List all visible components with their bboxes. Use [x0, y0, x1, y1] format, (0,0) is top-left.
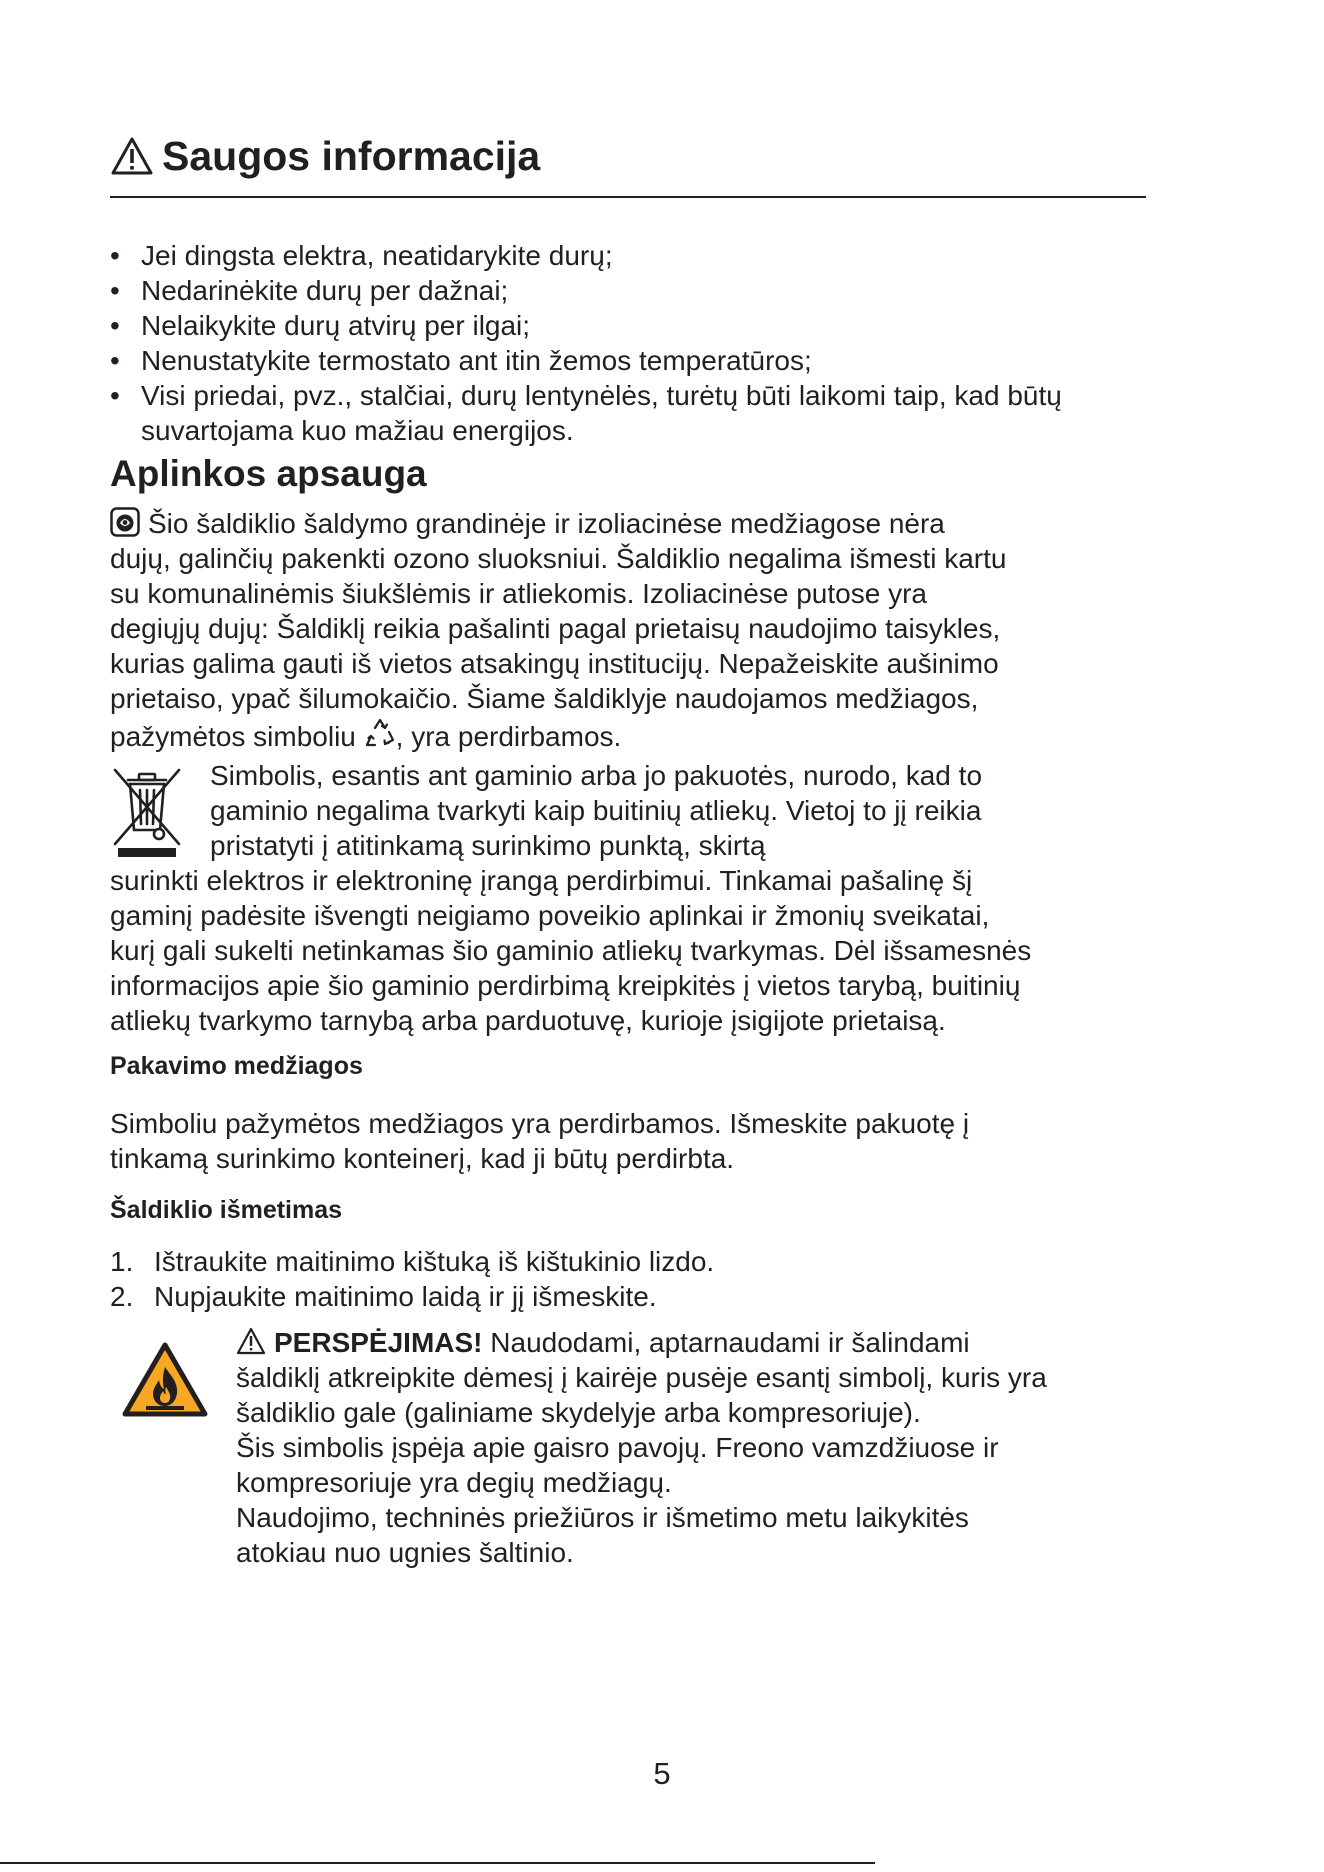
text-line: šaldiklio gale (galiniame skydelyje arba kompresoriuje).: [236, 1397, 921, 1428]
weee-paragraph: [110, 863, 1170, 1038]
list-item: • Nelaikykite durų atvirų per ilgai;: [110, 308, 1170, 343]
text-line-content: , yra perdirbamos.: [395, 721, 622, 752]
recycle-icon: [364, 716, 396, 750]
text-line: dujų, galinčių pakenkti ozono sluoksniui. Šaldiklio negalima išmesti kartu: [110, 543, 1007, 574]
safety-bullet-list: [110, 238, 1170, 448]
warning-block: [236, 1325, 1176, 1570]
text-line: Simboliu pažymėtos medžiagos yra perdirbamos. Išmeskite pakuotę į: [110, 1108, 970, 1139]
flammable-warning-icon: [122, 1342, 208, 1418]
crossed-out-bin-icon: [112, 766, 182, 858]
ozone-free-icon: [110, 507, 140, 537]
text-line: Simbolis, esantis ant gaminio arba jo pakuotės, nurodo, kad to: [210, 760, 983, 791]
section-header: [110, 132, 540, 180]
packaging-paragraph: [110, 1106, 1160, 1176]
text-line: Šis simbolis įspėja apie gaisro pavojų. Freono vamzdžiuose ir: [236, 1432, 999, 1463]
text-line: kurį gali sukelti netinkamas šio gaminio atliekų tvarkymas. Dėl išsamesnės: [110, 935, 1032, 966]
page-title: Saugos informacija: [162, 133, 541, 179]
text-line: surinkti elektros ir elektroninę įrangą perdirbimui. Tinkamai pašalinę šį: [110, 865, 973, 896]
text-line: prietaiso, ypač šilumokaičio. Šiame šaldiklyje naudojamos medžiagos,: [110, 683, 979, 714]
environment-paragraph: [110, 506, 1160, 754]
list-item: [110, 1279, 714, 1314]
step-number: 2.: [110, 1281, 134, 1312]
weee-side-text: [210, 758, 1160, 863]
step-text: Ištraukite maitinimo kištuką iš kištukinio lizdo.: [154, 1246, 715, 1277]
warning-triangle-icon: [236, 1327, 266, 1355]
page-number: 5: [653, 1756, 671, 1791]
text-line: [110, 506, 1160, 541]
text-line: kurias galima gauti iš vietos atsakingų institucijų. Nepažeiskite aušinimo: [110, 648, 999, 679]
text-line: su komunalinėmis šiukšlėmis ir atliekomis. Izoliacinėse putose yra: [110, 578, 927, 609]
text-line: degiųjų dujų: Šaldiklį reikia pašalinti pagal prietaisų naudojimo taisykles,: [110, 613, 1001, 644]
text-line: gaminį padėsite išvengti neigiamo poveikio aplinkai ir žmonių sveikatai,: [110, 900, 990, 931]
list-item: [110, 1244, 714, 1279]
disposal-heading: Šaldiklio išmetimas: [110, 1196, 343, 1224]
title-divider: [110, 196, 1146, 198]
text-line: gaminio negalima tvarkyti kaip buitinių atliekų. Vietoj to jį reikia: [210, 795, 982, 826]
text-line: informacijos apie šio gaminio perdirbimą kreipkitės į vietos tarybą, buitinių: [110, 970, 1021, 1001]
list-item: • Jei dingsta elektra, neatidarykite durų;: [110, 238, 1170, 273]
text-line: atokiau nuo ugnies šaltinio.: [236, 1537, 574, 1568]
text-line: atliekų tvarkymo tarnybą arba parduotuvę, kurioje įsigijote prietaisą.: [110, 1005, 946, 1036]
step-text: Nupjaukite maitinimo laidą ir jį išmeskite.: [154, 1281, 657, 1312]
list-item: • Visi priedai, pvz., stalčiai, durų lentynėlės, turėtų būti laikomi taip, kad būtų suvartojama kuo mažiau energijos.: [110, 378, 1170, 448]
warning-label: PERSPĖJIMAS!: [274, 1327, 483, 1358]
footer-divider: [0, 1862, 875, 1864]
packaging-heading: Pakavimo medžiagos: [110, 1052, 363, 1080]
list-item: • Nedarinėkite durų per dažnai;: [110, 273, 1170, 308]
text-line: pristatyti į atitinkamą surinkimo punktą, skirtą: [210, 830, 766, 861]
environment-heading: Aplinkos apsauga: [110, 453, 427, 494]
text-line: kompresoriuje yra degių medžiagų.: [236, 1467, 672, 1498]
text-line: [110, 716, 1160, 754]
text-line-content: Naudodami, aptarnaudami ir šalindami: [482, 1327, 970, 1358]
text-line: Naudojimo, techninės priežiūros ir išmetimo metu laikykitės: [236, 1502, 969, 1533]
text-line: [236, 1325, 1176, 1360]
text-line-content: pažymėtos simboliu: [110, 721, 356, 752]
warning-triangle-icon: [110, 136, 154, 176]
list-item: • Nenustatykite termostato ant itin žemos temperatūros;: [110, 343, 1170, 378]
text-line: šaldiklį atkreipkite dėmesį į kairėje pusėje esantį simbolį, kuris yra: [236, 1362, 1047, 1393]
step-number: 1.: [110, 1246, 134, 1277]
text-line-content: Šio šaldiklio šaldymo grandinėje ir izoliacinėse medžiagose nėra: [148, 508, 945, 539]
disposal-steps: [110, 1244, 714, 1314]
text-line: tinkamą surinkimo konteinerį, kad ji būtų perdirbta.: [110, 1143, 735, 1174]
